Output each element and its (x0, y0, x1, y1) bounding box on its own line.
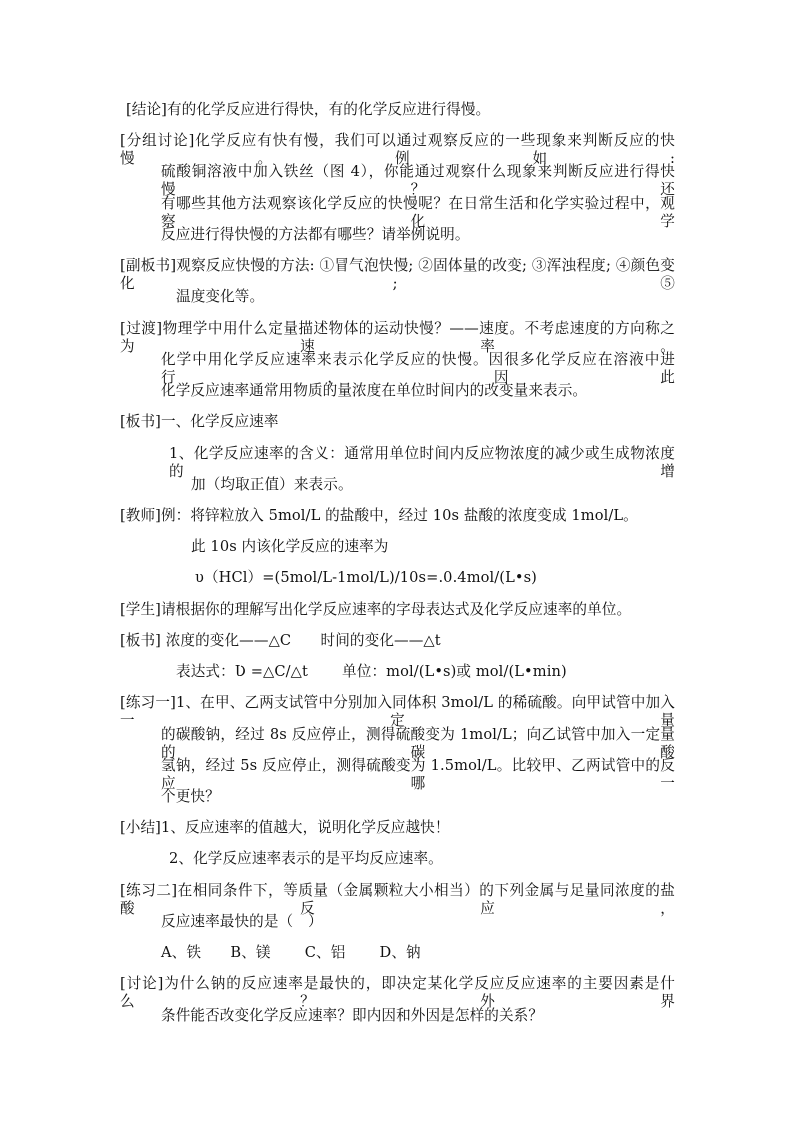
group-discussion-line-1: [分组讨论]化学反应有快有慢，我们可以通过观察反应的一些现象来判断反应的快慢。例如: (120, 132, 675, 167)
expression-unit-line: 表达式：Ʋ =△C/△t 单位：mol/(L•s)或 mol/(L•min) (176, 663, 567, 680)
exercise-one-line-3: 氢钠，经过 5s 反应停止，测得硫酸变为 1.5mol/L。比较甲、乙两试管中的反应哪一 (161, 757, 675, 792)
example-rate-intro: 此 10s 内该化学反应的速率为 (191, 538, 389, 555)
summary-line-2: 2、化学反应速率表示的是平均反应速率。 (169, 850, 443, 867)
exercise-two-options: A、铁 B、镁 C、铝 D、钠 (161, 944, 421, 961)
discussion-line-2: 条件能否改变化学反应速率？即内因和外因是怎样的关系？ (161, 1007, 544, 1024)
group-discussion-line-2: 硫酸铜溶液中加入铁丝（图 4），你能通过观察什么现象来判断反应进行得快慢？还 (161, 163, 675, 198)
teacher-example-line: [教师]例：将锌粒放入 5mol/L 的盐酸中，经过 10s 盐酸的浓度变成 1mol/L。 (120, 507, 638, 524)
transition-line-2: 化学中用化学反应速率来表示化学反应的快慢。因很多化学反应在溶液中进行，因此 (161, 351, 675, 386)
board-change-line: [板书] 浓度的变化——△C 时间的变化——△t (120, 632, 441, 649)
transition-line-3: 化学反应速率通常用物质的量浓度在单位时间内的改变量来表示。 (161, 382, 588, 399)
exercise-one-line-2: 的碳酸钠，经过 8s 反应停止，测得硫酸变为 1mol/L；向乙试管中加入一定量的碳酸 (161, 726, 675, 761)
sub-board-line-2: 温度变化等。 (176, 288, 265, 305)
sub-board-line-1: [副板书]观察反应快慢的方法: ①冒气泡快慢; ②固体量的改变; ③浑浊程度; ④颜色变化; ⑤ (120, 257, 675, 292)
exercise-one-line-1: [练习一]1、在甲、乙两支试管中分别加入同体积 3mol/L 的稀硫酸。向甲试管中加入一定量 (120, 694, 675, 729)
exercise-one-line-4: 个更快？ (161, 788, 220, 805)
example-rate-formula: υ（HCl）=(5mol/L-1mol/L)/10s=.0.4mol/(L•s) (195, 569, 537, 586)
conclusion-line: [结论]有的化学反应进行得快，有的化学反应进行得慢。 (126, 101, 491, 118)
student-task-line: [学生]请根据你的理解写出化学反应速率的字母表达式及化学反应速率的单位。 (120, 601, 632, 618)
board-heading: [板书]一、化学反应速率 (120, 413, 279, 430)
definition-line-1: 1、化学反应速率的含义：通常用单位时间内反应物浓度的减少或生成物浓度的增 (169, 445, 675, 480)
exercise-two-line-1: [练习二]在相同条件下，等质量（金属颗粒大小相当）的下列金属与足量同浓度的盐酸反应， (120, 882, 675, 917)
summary-line-1: [小结]1、反应速率的值越大，说明化学反应越快！ (120, 819, 450, 836)
definition-line-2: 加（均取正值）来表示。 (191, 476, 353, 493)
exercise-two-line-2: 反应速率最快的是（ ） (161, 913, 323, 930)
group-discussion-line-4: 反应进行得快慢的方法都有哪些？请举例说明。 (161, 226, 470, 243)
transition-line-1: [过渡]物理学中用什么定量描述物体的运动快慢？——速度。不考虑速度的方向称之为速率。 (120, 320, 675, 355)
discussion-line-1: [讨论]为什么钠的反应速率是最快的，即决定某化学反应反应速率的主要因素是什么？外界 (120, 975, 675, 1010)
group-discussion-line-3: 有哪些其他方法观察该化学反应的快慢呢？在日常生活和化学实验过程中，观察化学 (161, 195, 675, 230)
